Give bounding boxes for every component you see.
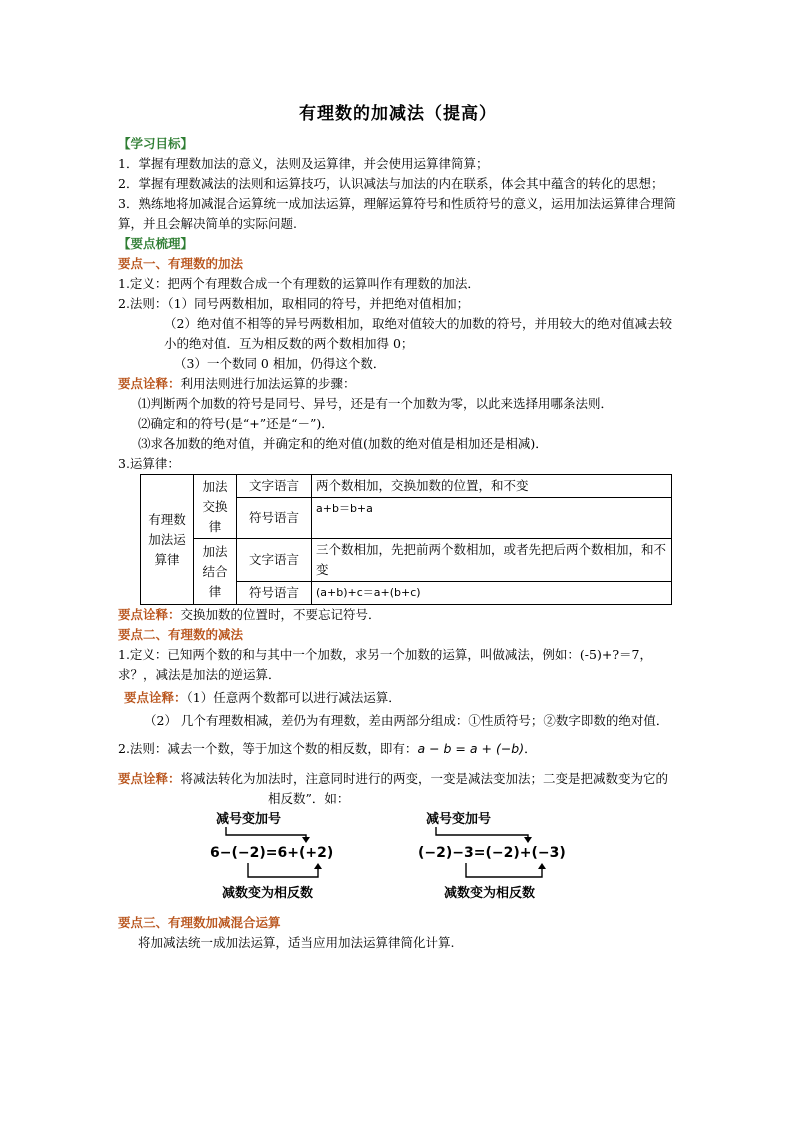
objective-item: 1．掌握有理数加法的意义，法则及运算律，并会使用运算律简算； — [118, 156, 489, 171]
table-symbol-lang-cell: 符号语言 — [237, 582, 312, 605]
rule-formula: a − b = a + (−b) — [417, 741, 525, 756]
diagram-top-label: 减号变加号 — [426, 812, 492, 827]
point2-heading: 要点二、有理数的减法 — [118, 627, 244, 642]
point3-text: 将加减法统一成加法运算，适当应用加法运算律简化计算. — [138, 935, 455, 950]
table-comm-word-cell: 两个数相加，交换加数的位置，和不变 — [312, 475, 672, 498]
step-item: ⑵确定和的符号(是“+”还是“－”)． — [138, 416, 334, 431]
table-commutative-cell: 加法交换律 — [194, 475, 237, 539]
table-comm-symbol-cell: a+b＝b+a — [312, 498, 672, 539]
note-label: 要点诠释： — [124, 690, 187, 705]
point2-definition: 1.定义：已知两个数的和与其中一个加数，求另一个加数的运算，叫做减法，例如：(-5)+?＝7，求？，减法是加法的逆运算． — [118, 647, 652, 682]
note-tail: 相反数”．如： — [268, 791, 350, 806]
rule-end: ． — [524, 741, 537, 756]
diagram-top-label: 减号变加号 — [216, 812, 282, 827]
rule-text: 2.法则：减去一个数，等于加这个数的相反数，即有： — [118, 741, 418, 756]
arrow-head — [524, 837, 532, 843]
diagram-expression: (−2)−3=(−2)+(−3) — [418, 845, 566, 861]
arrow-head — [302, 837, 310, 843]
arrow-head — [538, 863, 546, 869]
table-associative-cell: 加法结合律 — [194, 539, 237, 605]
table-word-lang-cell: 文字语言 — [237, 539, 312, 582]
arrow-head — [314, 863, 322, 869]
point1-note2 — [118, 605, 678, 625]
point2-note — [118, 688, 678, 708]
arrow-line — [248, 863, 318, 877]
diagram-expression: 6−(−2)=6+(+2) — [210, 845, 334, 861]
objectives-heading: 【学习目标】 — [118, 136, 194, 151]
table-word-lang-cell: 文字语言 — [237, 475, 312, 498]
note-label: 要点诠释： — [118, 607, 181, 622]
note-text: 利用法则进行加法运算的步骤： — [180, 376, 356, 391]
arrow-line — [436, 827, 528, 841]
point1-rule3: （3）一个数同 0 相加，仍得这个数． — [174, 356, 386, 371]
arrow-line — [466, 863, 542, 877]
point1-definition: 1.定义：把两个有理数合成一个有理数的运算叫作有理数的加法． — [118, 276, 480, 291]
note-label: 要点诠释： — [118, 771, 181, 786]
document-page — [118, 100, 678, 953]
table-assoc-word-cell: 三个数相加，先把前两个数相加，或者先把后两个数相加，和不变 — [312, 539, 672, 582]
point3-heading: 要点三、有理数加减混合运算 — [118, 915, 281, 930]
table-assoc-symbol-cell: (a+b)+c＝a+(b+c) — [312, 582, 672, 605]
note-text: 交换加数的位置时，不要忘记符号． — [180, 607, 381, 622]
point1-rule1: 2.法则：（1）同号两数相加，取相同的符号，并把绝对值相加； — [118, 296, 470, 311]
point2-note3 — [118, 769, 678, 809]
addition-laws-table — [140, 474, 672, 605]
objective-item: 3．熟练地将加减混合运算统一成加法运算，理解运算符号和性质符号的意义，运用加法运算律合理简算，并且会解决简单的实际问题. — [118, 196, 676, 231]
diagram-bottom-label: 减数变为相反数 — [444, 886, 536, 901]
step-item: ⑶求各加数的绝对值，并确定和的绝对值(加数的绝对值是相加还是相减)． — [138, 436, 548, 451]
arrow-line — [226, 827, 306, 841]
table-group-cell: 有理数加法运算律 — [141, 475, 194, 605]
table-symbol-lang-cell: 符号语言 — [237, 498, 312, 539]
note-text: （1）任意两个数都可以进行减法运算． — [186, 690, 401, 705]
note-text: 将减法转化为加法时，注意同时进行的两变，一变是减法变加法；二变是把减数变为它的 — [180, 771, 669, 786]
page-title: 有理数的加减法（提高） — [299, 104, 497, 124]
point2-rule — [118, 739, 678, 759]
point2-note-item2: （2） 几个有理数相减，差仍为有理数，差由两部分组成：①性质符号；②数字即数的绝对值． — [144, 713, 669, 728]
laws-label: 3.运算律： — [118, 456, 180, 471]
diagram-bottom-label: 减数变为相反数 — [222, 886, 314, 901]
note-label: 要点诠释： — [118, 376, 181, 391]
point1-note — [118, 374, 678, 394]
objective-item: 2．掌握有理数减法的法则和运算技巧，认识减法与加法的内在联系，体会其中蕴含的转化的思想； — [118, 176, 664, 191]
point1-rule2: （2）绝对值不相等的异号两数相加，取绝对值较大的加数的符号，并用较大的绝对值减去较小的绝对值．互为相反数的两个数相加得 0； — [164, 316, 672, 351]
step-item: ⑴判断两个加数的符号是同号、异号，还是有一个加数为零，以此来选择用哪条法则． — [138, 396, 614, 411]
subtraction-diagram — [118, 809, 678, 905]
summary-heading: 【要点梳理】 — [118, 236, 194, 251]
point1-heading: 要点一、有理数的加法 — [118, 256, 244, 271]
